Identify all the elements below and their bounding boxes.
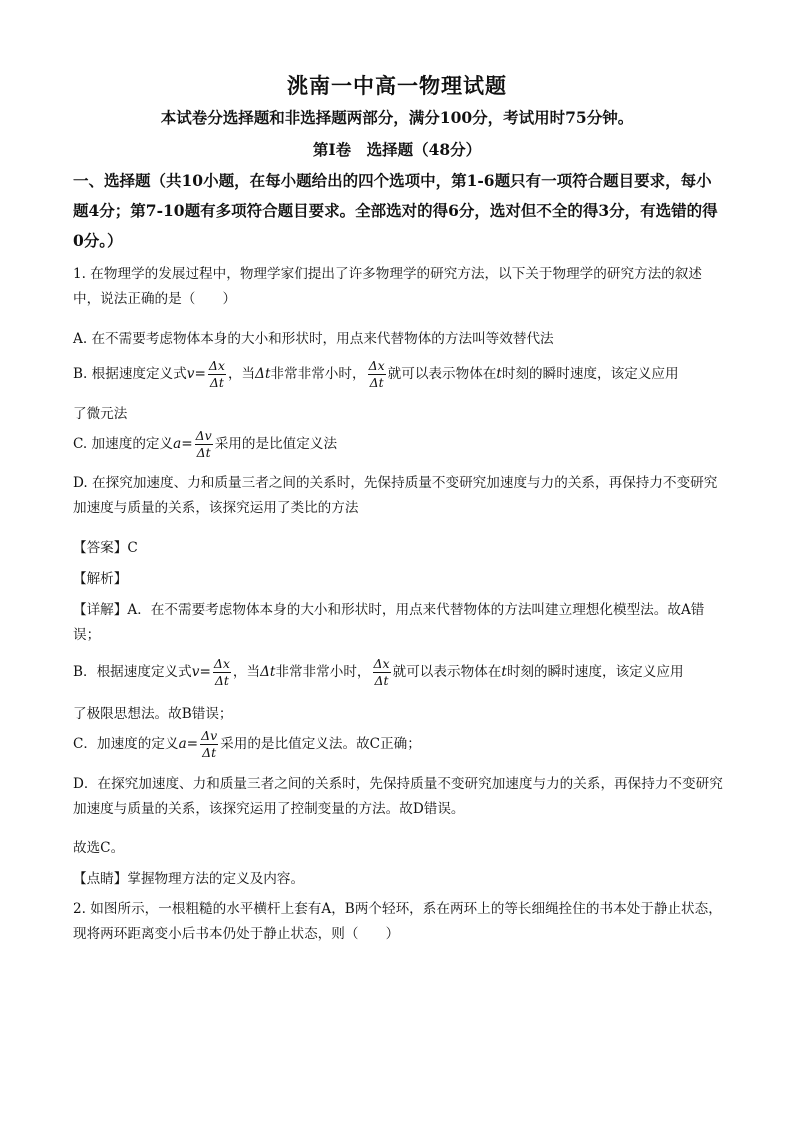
denominator: Δt: [214, 673, 229, 688]
equals-sign: =: [181, 436, 193, 452]
q1-detail-b-text: ，当: [232, 664, 261, 680]
equals-sign: =: [194, 366, 206, 382]
q1-detail-b-text: 时刻的瞬时速度，该定义应用: [506, 664, 684, 680]
fraction-dx-dt: [373, 656, 391, 689]
q1-detail-b-cont: 了极限思想法。故B错误；: [73, 706, 233, 722]
denominator: Δt: [196, 445, 211, 460]
fraction-dx-dt: [368, 358, 386, 391]
q1-detail-c-text: C．加速度的定义: [73, 736, 179, 752]
var-t: t: [496, 366, 502, 382]
q1-option-b-text: 非常非常小时，: [270, 366, 366, 382]
q1-option-b-text: 时刻的瞬时速度，该定义应用: [501, 366, 679, 382]
var-t: t: [501, 664, 507, 680]
denominator: Δt: [369, 375, 384, 390]
q1-detail-c: [73, 728, 725, 761]
q1-option-b-text: 就可以表示物体在: [387, 366, 497, 382]
q1-detail-c-text: 采用的是比值定义法。故C正确；: [220, 736, 421, 752]
q1-answer: 【答案】C: [73, 540, 138, 556]
numerator: Δx: [373, 656, 390, 671]
numerator: Δx: [208, 358, 225, 373]
q1-option-c: [73, 428, 725, 461]
numerator: Δv: [201, 728, 218, 743]
q1-detail-d: D．在探究加速度、力和质量三者之间的关系时，先保持质量不变研究加速度与力的关系，再保持力不变研究加速度与质量的关系，该探究运用了控制变量的方法。故D错误。: [73, 776, 723, 817]
q1-detail-b-text: 非常非常小时，: [275, 664, 371, 680]
q1-detail-a: 【详解】A．在不需要考虑物体本身的大小和形状时，用点来代替物体的方法叫建立理想化模型法。故A错误；: [73, 602, 705, 643]
section-instructions: 一、选择题（共10小题，在每小题给出的四个选项中，第1-6题只有一项符合题目要求，每小题4分；第7-10题有多项符合题目要求。全部选对的得6分，选对但不全的得3分，有选错的得0分。）: [73, 171, 718, 250]
q1-stem: 1. 在物理学的发展过程中，物理学家们提出了许多物理学的研究方法，以下关于物理学的研究方法的叙述中，说法正确的是（ ）: [73, 266, 703, 307]
q1-option-b: [73, 358, 725, 391]
section-heading: 第Ⅰ卷 选择题（48分）: [312, 140, 482, 159]
fraction-dv-dt: [200, 728, 218, 761]
denominator: Δt: [209, 375, 224, 390]
q2-stem: 2. 如图所示，一根粗糙的水平横杆上套有A，B两个轻环，系在两环上的等长细绳拴住的书本处于静止状态，现将两环距离变小后书本仍处于静止状态，则（ ）: [73, 901, 722, 942]
q1-detail-b: [73, 656, 725, 689]
q1-analysis-label: 【解析】: [73, 571, 128, 587]
q1-detail-b-text: 就可以表示物体在: [392, 664, 502, 680]
denominator: Δt: [202, 745, 217, 760]
var-v: v: [191, 664, 200, 680]
equals-sign: =: [199, 664, 211, 680]
page-title: 洮南一中高一物理试题: [287, 73, 507, 98]
q1-remark: 【点睛】掌握物理方法的定义及内容。: [73, 871, 305, 887]
q1-option-b-text: ，当: [227, 366, 256, 382]
q1-option-d: D. 在探究加速度、力和质量三者之间的关系时，先保持质量不变研究加速度与力的关系，再保持力不变研究加速度与质量的关系，该探究运用了类比的方法: [73, 475, 718, 516]
denominator: Δt: [374, 673, 389, 688]
equals-sign: =: [186, 736, 199, 752]
fraction-dx-dt: [213, 656, 231, 689]
fraction-dv-dt: [195, 428, 213, 461]
var-a: a: [178, 736, 187, 752]
var-dt: Δt: [255, 366, 271, 382]
q1-detail-b-text: B．根据速度定义式: [73, 664, 192, 680]
var-v: v: [186, 366, 195, 382]
q1-option-a: A. 在不需要考虑物体本身的大小和形状时，用点来代替物体的方法叫等效替代法: [73, 331, 554, 347]
q1-option-b-text: B. 根据速度定义式: [73, 366, 187, 382]
numerator: Δv: [195, 428, 212, 443]
q1-option-c-text: 采用的是比值定义法: [214, 436, 338, 452]
fraction-dx-dt: [208, 358, 226, 391]
var-a: a: [173, 436, 182, 452]
q1-option-c-text: C. 加速度的定义: [73, 436, 174, 452]
numerator: Δx: [213, 656, 230, 671]
q1-conclusion: 故选C。: [73, 840, 125, 856]
q1-option-b-cont: 了微元法: [73, 406, 128, 422]
exam-subtitle: 本试卷分选择题和非选择题两部分，满分100分，考试用时75分钟。: [160, 108, 634, 127]
var-dt: Δt: [260, 664, 276, 680]
numerator: Δx: [368, 358, 385, 373]
